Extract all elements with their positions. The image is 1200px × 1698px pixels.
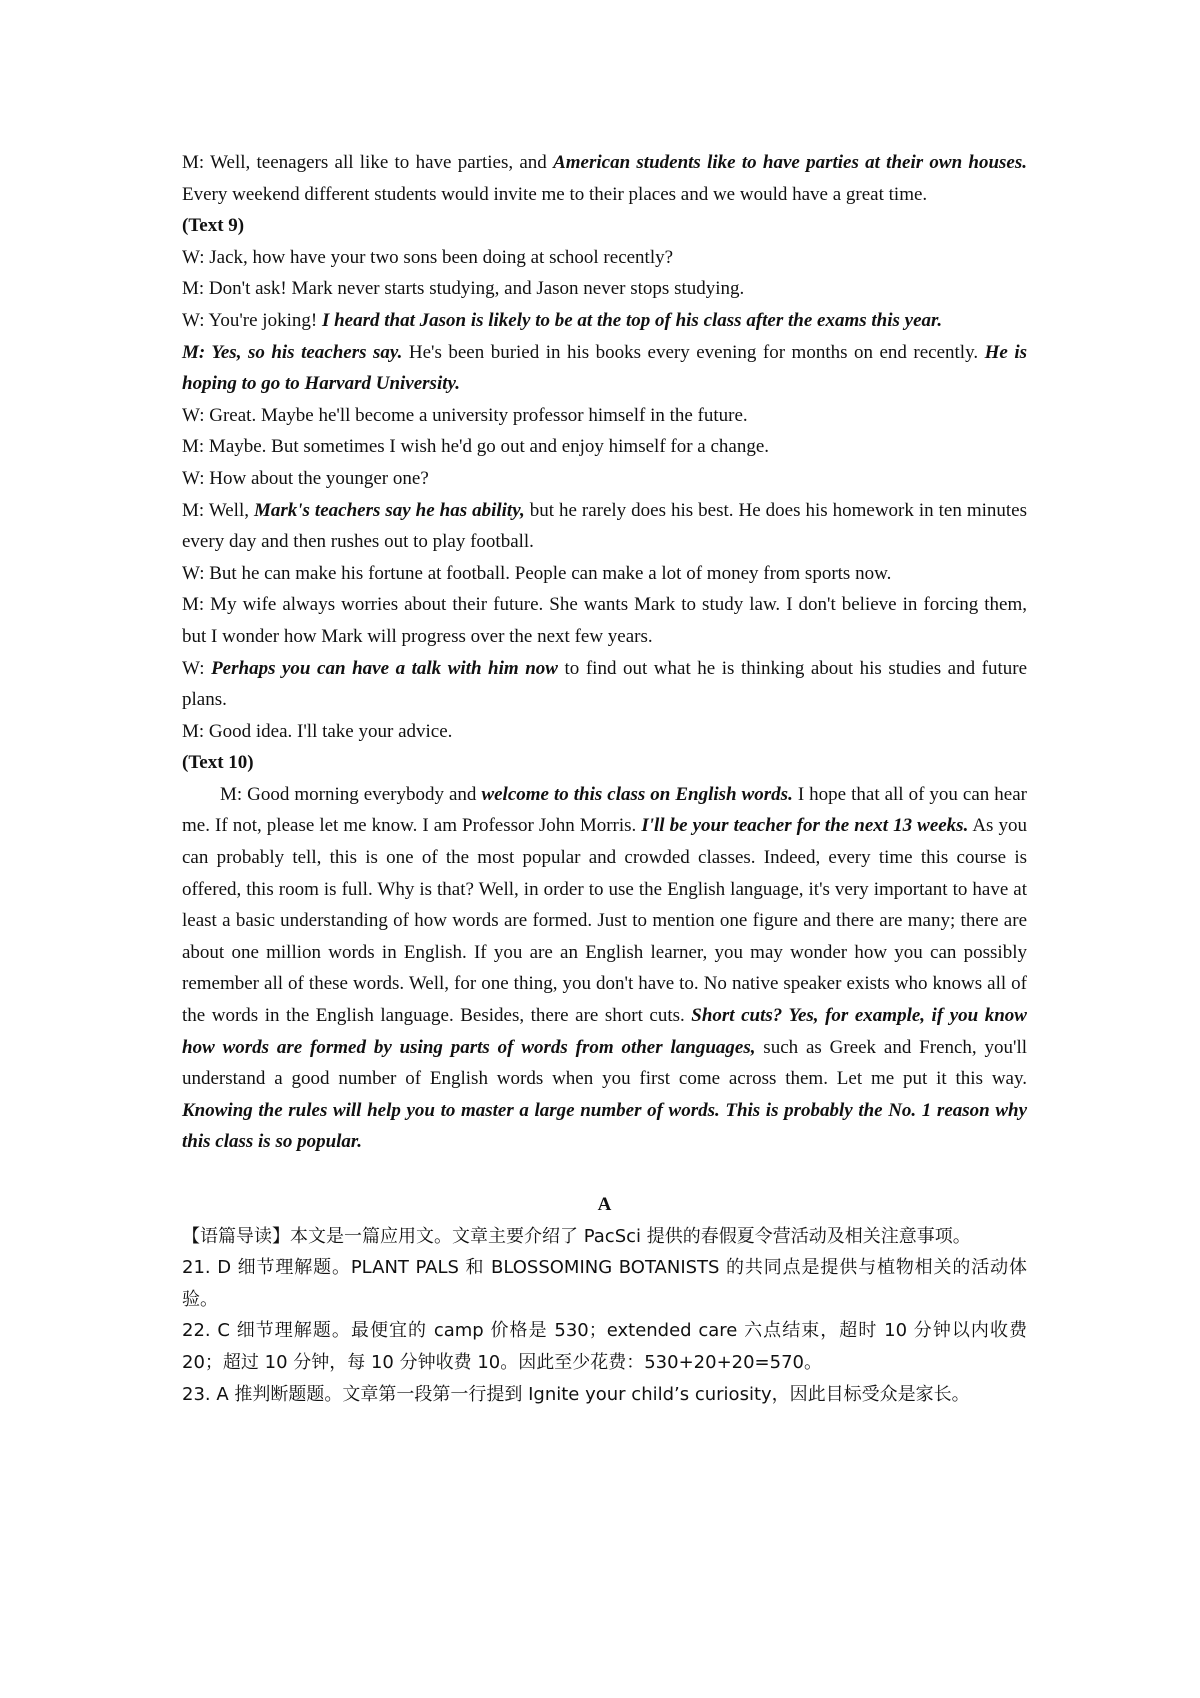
emphasized-text: He is hoping to go to Harvard University. (182, 341, 1027, 395)
transcript-paragraph (182, 589, 1027, 652)
emphasized-text: Mark's teachers say he has ability, (253, 499, 525, 521)
text-run: W: Jack, how have your two sons been doing at school recently? (182, 246, 674, 268)
transcript-paragraph (182, 558, 1027, 590)
text-run: M: Good idea. I'll take your advice. (182, 720, 453, 742)
text-run: but he rarely does his best. He does his homework in ten minutes every day and then rushes out to play football. (182, 499, 1028, 553)
answer-paragraph: 23. A 推判断题题。文章第一段第一行提到 Ignite your child’s curiosity，因此目标受众是家长。 (182, 1383, 970, 1405)
emphasized-text: Knowing the rules will help you to master a large number of words. This is probably the No. 1 reason why this class is so popular. (182, 1099, 1027, 1153)
transcript-paragraph (182, 337, 1027, 400)
answer-paragraph: 22. C 细节理解题。最便宜的 camp 价格是 530；extended care 六点结束，超时 10 分钟以内收费 20；超过 10 分钟，每 10 分钟收费 10。因此至少花费：530+20+20=570。 (182, 1320, 1027, 1373)
text-run: M: Good morning everybody and (220, 783, 482, 805)
transcript-paragraph (182, 463, 1027, 495)
transcript-paragraph (182, 431, 1027, 463)
transcript-paragraph (182, 653, 1027, 716)
text-run: M: Well, (182, 499, 254, 521)
text-run: M: Well, teenagers all like to have parties, and (182, 152, 554, 173)
text-run: As you can probably tell, this is one of the most popular and crowded classes. Indeed, every time this course is offered, this room is full. Why is that? Well, in order to use the English language, it's very important to have at least a basic understanding of how words are formed. Just to mention one figure and there are many; there are about one million words in English. If you are an English learner, you may wonder how you can possibly remember all of these words. Well, for one thing, you don't have to. No native speaker exists who knows all of the words in the English language. Besides, there are short cuts. (182, 815, 1027, 1027)
emphasized-text: welcome to this class on English words. (481, 783, 793, 805)
emphasized-text: American students like to have parties at their own houses. (553, 152, 1028, 173)
text-run: such as Greek and French, you'll understand a good number of English words when you first come across them. Let me put it this way. (182, 1036, 1028, 1090)
text-run: W: But he can make his fortune at football. People can make a lot of money from sports now. (182, 562, 892, 584)
text-run: to find out what he is thinking about his studies and future plans. (182, 657, 1027, 711)
section-title: A (597, 1194, 612, 1215)
text-run: Every weekend different students would invite me to their places and we would have a great time. (182, 183, 928, 205)
text-run: W: Great. Maybe he'll become a university professor himself in the future. (182, 404, 748, 426)
emphasized-text: Perhaps you can have a talk with him now (211, 657, 558, 679)
text-run: I hope that all of you can hear me. If not, please let me know. I am Professor John Morris. (182, 783, 1027, 837)
transcript-paragraph (182, 779, 1027, 1158)
document-page (182, 147, 1027, 1410)
text-run: He's been buried in his books every evening for months on end recently. (402, 341, 985, 363)
transcript-paragraph (182, 495, 1027, 558)
text-run: W: (182, 657, 212, 679)
text-heading: (Text 10) (182, 752, 254, 774)
emphasized-text: I'll be your teacher for the next 13 weeks. (641, 815, 969, 837)
emphasized-text: Short cuts? Yes, for example, if you know how words are formed by using parts of words from other languages, (182, 1005, 1027, 1058)
text-heading: (Text 9) (182, 215, 245, 237)
text-run: M: Don't ask! Mark never starts studying, and Jason never stops studying. (182, 278, 745, 300)
transcript-paragraph (182, 147, 1027, 210)
text-run: M: My wife always worries about their future. She wants Mark to study law. I don't believe in forcing them, but I wonder how Mark will progress over the next few years. (182, 594, 1027, 647)
transcript-paragraph (182, 273, 1027, 305)
text-run: M: Maybe. But sometimes I wish he'd go out and enjoy himself for a change. (182, 436, 770, 458)
transcript-paragraph (182, 305, 1027, 337)
text-run: W: How about the younger one? (182, 467, 429, 489)
transcript-paragraph (182, 716, 1027, 748)
transcript-paragraph (182, 242, 1027, 274)
emphasized-text: M: Yes, so his teachers say. (182, 341, 403, 363)
emphasized-text: I heard that Jason is likely to be at the top of his class after the exams this year. (321, 309, 943, 331)
answer-paragraph: 【语篇导读】本文是一篇应用文。文章主要介绍了 PacSci 提供的春假夏令营活动及相关注意事项。 (182, 1225, 971, 1247)
spacer (182, 1158, 1027, 1189)
transcript-paragraph (182, 400, 1027, 432)
answer-paragraph: 21. D 细节理解题。PLANT PALS 和 BLOSSOMING BOTANISTS 的共同点是提供与植物相关的活动体验。 (182, 1257, 1027, 1310)
text-run: W: You're joking! (182, 309, 322, 331)
